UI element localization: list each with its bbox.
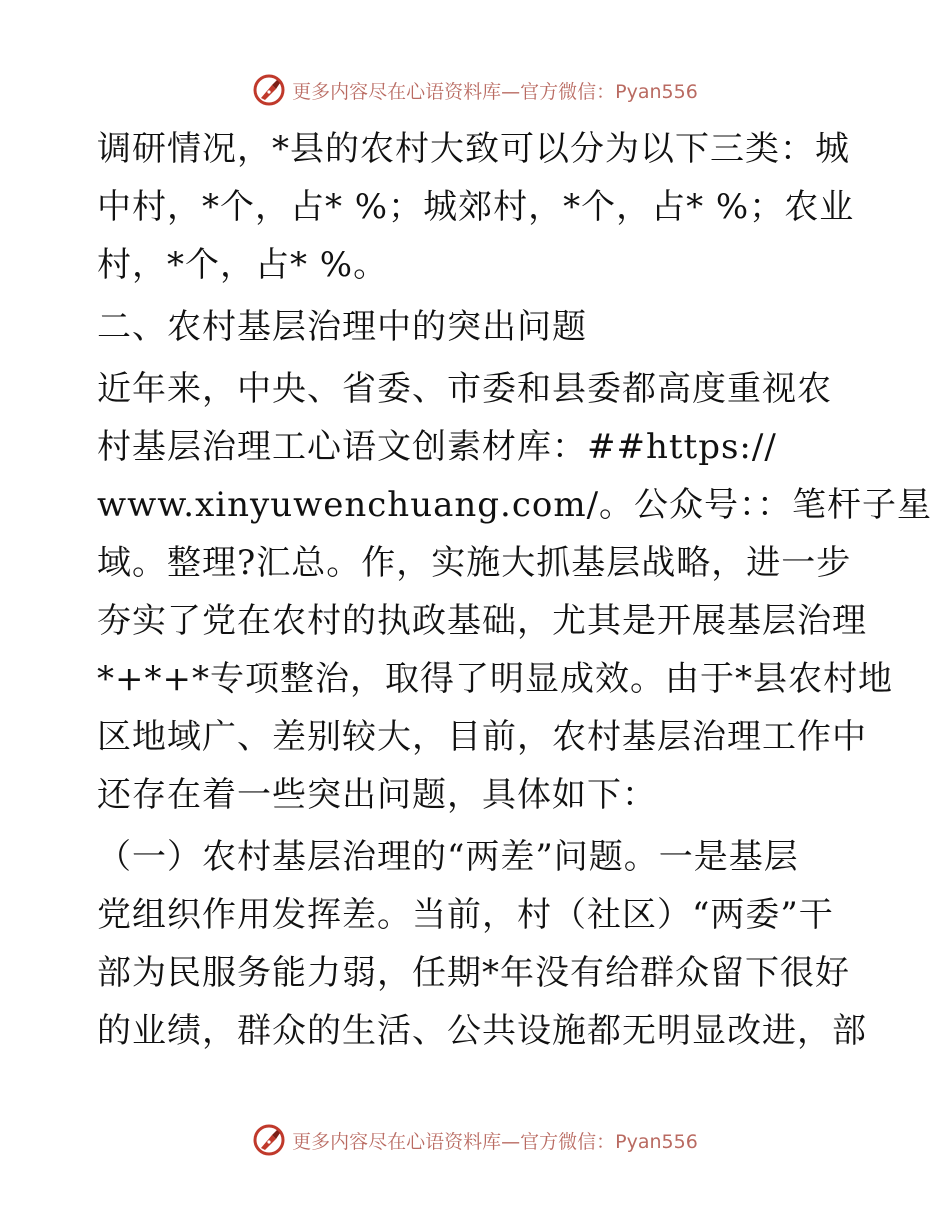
- header-banner-content: [252, 73, 698, 107]
- text-line-12: 还存在着一些突出问题，具体如下：: [97, 775, 657, 815]
- text-line-11: 区地域广、差别较大，目前，农村基层治理工作中: [97, 717, 867, 757]
- text-line-16: 的业绩，群众的生活、公共设施都无明显改进，部: [97, 1011, 867, 1051]
- document-body: [97, 120, 933, 1060]
- footer-banner: [0, 1120, 950, 1160]
- text-line-10: *+*+*专项整治，取得了明显成效。由于*县农村地: [97, 659, 893, 699]
- subsection-heading-line: （一）农村基层治理的“两差”问题。一是基层: [97, 837, 799, 877]
- text-line-5: 近年来，中央、省委、市委和县委都高度重视农: [97, 369, 832, 409]
- pen-nib-logo-icon: [252, 1123, 286, 1157]
- footer-banner-text: 更多内容尽在心语资料库—官方微信：Pyan556: [292, 1130, 698, 1153]
- text-line-14: 党组织作用发挥差。当前，村（社区）“两委”干: [97, 895, 834, 935]
- text-line-6: 村基层治理工心语文创素材库：##https://: [97, 427, 777, 467]
- text-line-7: www.xinyuwenchuang.com/。公众号：：笔杆子星: [97, 485, 933, 525]
- text-line-3: 村，*个，占* %。: [97, 245, 389, 285]
- text-line-1: 调研情况，*县的农村大致可以分为以下三类：城: [97, 129, 850, 169]
- text-line-2: 中村，*个，占* %；城郊村，*个，占* %；农业: [97, 187, 855, 227]
- text-line-15: 部为民服务能力弱，任期*年没有给群众留下很好: [97, 953, 850, 993]
- footer-banner-content: [252, 1123, 698, 1157]
- header-banner: [0, 70, 950, 110]
- text-line-9: 夯实了党在农村的执政基础，尤其是开展基层治理: [97, 601, 867, 641]
- pen-nib-logo-icon: [252, 73, 286, 107]
- section-heading: 二、农村基层治理中的突出问题: [97, 307, 587, 347]
- header-banner-text: 更多内容尽在心语资料库—官方微信：Pyan556: [292, 80, 698, 103]
- text-line-8: 域。整理?汇总。作，实施大抓基层战略，进一步: [97, 543, 852, 583]
